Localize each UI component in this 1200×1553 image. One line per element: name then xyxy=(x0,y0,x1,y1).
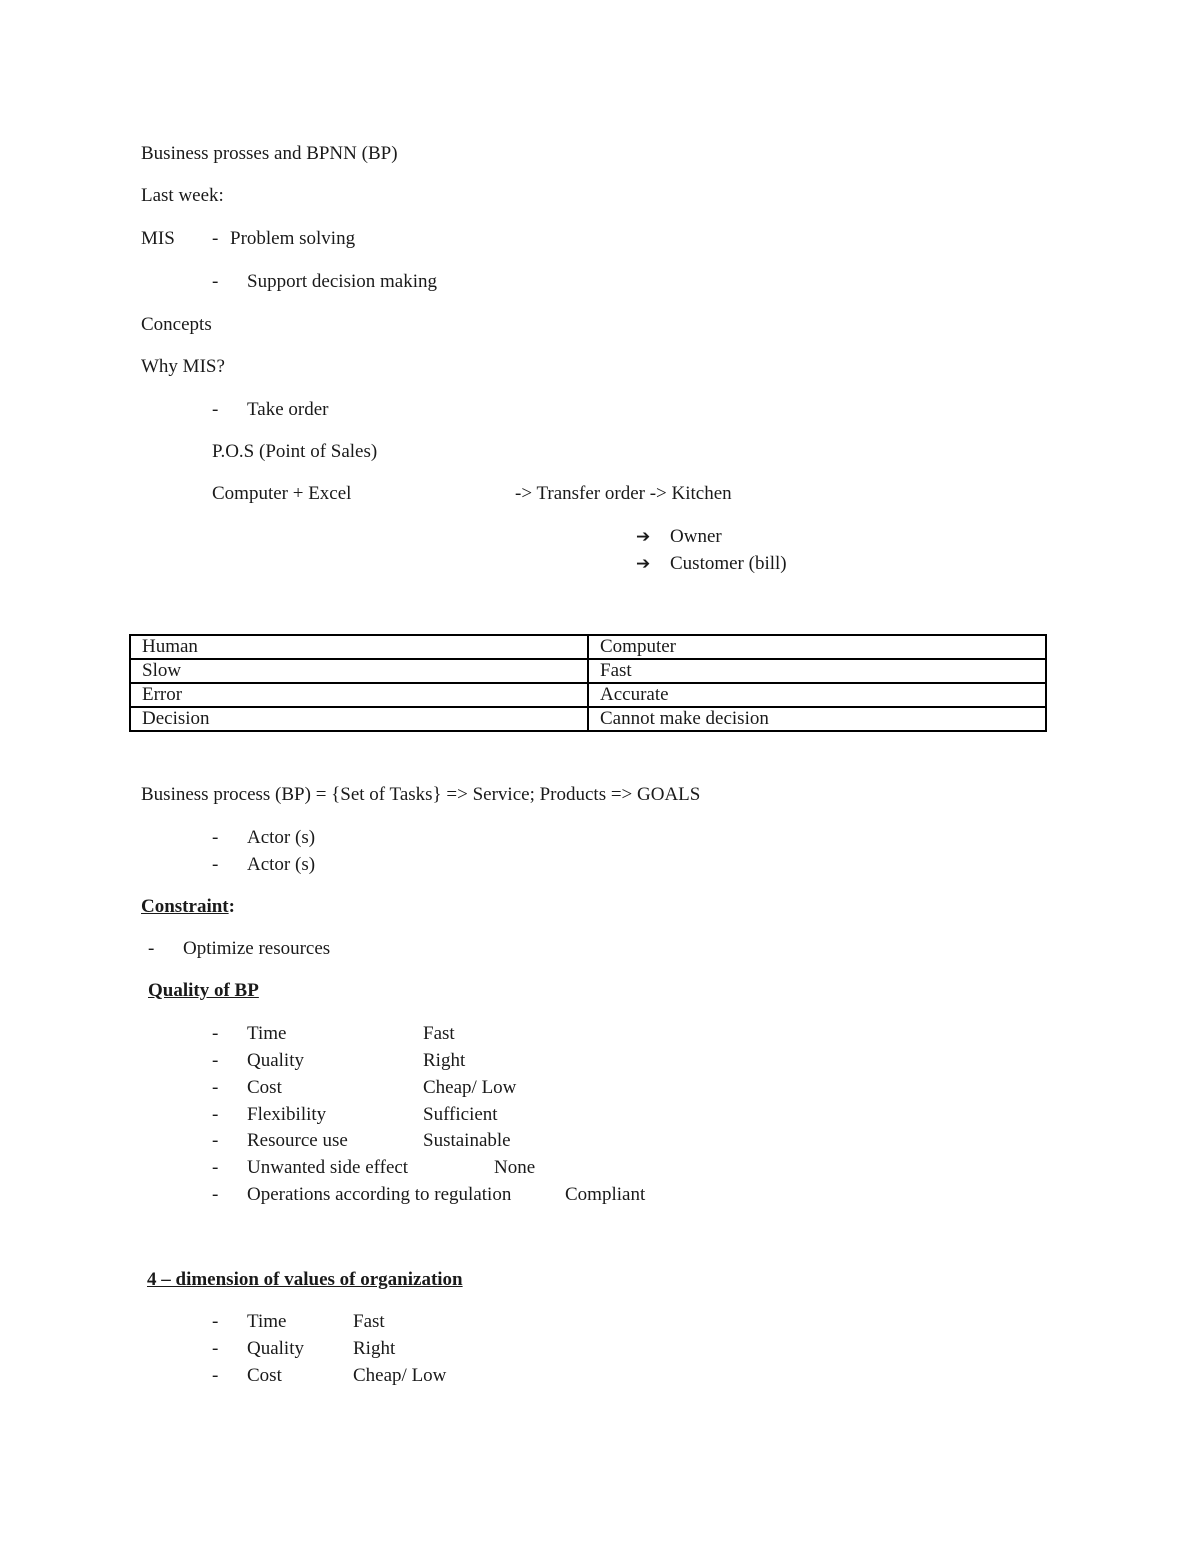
quality-item-value: Cheap/ Low xyxy=(423,1077,517,1098)
quality-item-value: Right xyxy=(423,1050,466,1071)
bullet-dash: - xyxy=(212,1104,219,1125)
dimension-item-value: Right xyxy=(353,1338,396,1359)
transfer-order-line: -> Transfer order -> Kitchen xyxy=(515,483,732,504)
bullet-dash: - xyxy=(212,228,219,249)
mis-item-support-decision: Support decision making xyxy=(247,271,437,292)
bullet-dash: - xyxy=(212,1157,219,1178)
table-row xyxy=(130,659,1046,683)
quality-item-value: None xyxy=(494,1157,536,1178)
dimension-heading: 4 – dimension of values of organization xyxy=(147,1269,463,1290)
constraint-heading-text: Constraint xyxy=(141,896,229,917)
last-week-label: Last week: xyxy=(141,185,224,206)
quality-item-name: Resource use xyxy=(247,1130,348,1151)
take-order-item: Take order xyxy=(247,399,329,420)
bullet-dash: - xyxy=(212,1077,219,1098)
quality-item-name: Quality xyxy=(247,1050,304,1071)
quality-item-name: Operations according to regulation xyxy=(247,1184,512,1205)
dimension-item-name: Time xyxy=(247,1311,287,1332)
why-mis-heading: Why MIS? xyxy=(141,356,225,377)
bullet-dash: - xyxy=(212,1130,219,1151)
computer-excel-line: Computer + Excel xyxy=(212,483,352,504)
table-row xyxy=(130,707,1046,731)
quality-item-name: Cost xyxy=(247,1077,282,1098)
quality-item-value: Fast xyxy=(423,1023,455,1044)
table-row xyxy=(130,683,1046,707)
bullet-dash: - xyxy=(212,1365,219,1386)
quality-item-name: Flexibility xyxy=(247,1104,327,1125)
actor-item: Actor (s) xyxy=(247,854,316,875)
table-cell: Decision xyxy=(130,707,588,731)
bullet-dash: - xyxy=(212,399,219,420)
constraint-heading xyxy=(141,895,235,919)
bullet-dash: - xyxy=(212,1023,219,1044)
arrow-item-owner: Owner xyxy=(670,526,722,547)
quality-item-name: Time xyxy=(247,1023,287,1044)
dimension-item-name: Cost xyxy=(247,1365,282,1386)
constraint-item: Optimize resources xyxy=(183,938,331,959)
table-cell: Fast xyxy=(588,659,1046,683)
bullet-dash: - xyxy=(212,854,219,875)
arrow-item-customer: Customer (bill) xyxy=(670,553,787,574)
dimension-item-value: Fast xyxy=(353,1311,385,1332)
mis-item-problem-solving: Problem solving xyxy=(230,228,356,249)
arrow-right-icon: ➔ xyxy=(636,527,651,547)
mis-label: MIS xyxy=(141,228,175,249)
comparison-table xyxy=(129,634,1047,732)
table-cell: Cannot make decision xyxy=(588,707,1046,731)
bullet-dash: - xyxy=(212,1050,219,1071)
actor-item: Actor (s) xyxy=(247,827,316,848)
bullet-dash: - xyxy=(212,1311,219,1332)
table-cell: Error xyxy=(130,683,588,707)
page-title: Business prosses and BPNN (BP) xyxy=(141,143,398,164)
dimension-item-name: Quality xyxy=(247,1338,304,1359)
table-cell: Slow xyxy=(130,659,588,683)
quality-item-name: Unwanted side effect xyxy=(247,1157,409,1178)
dimension-item-value: Cheap/ Low xyxy=(353,1365,447,1386)
pos-line: P.O.S (Point of Sales) xyxy=(212,441,378,462)
table-cell: Human xyxy=(130,635,588,659)
quality-item-value: Compliant xyxy=(565,1184,646,1205)
bullet-dash: - xyxy=(212,827,219,848)
bullet-dash: - xyxy=(212,1338,219,1359)
bullet-dash: - xyxy=(212,271,219,292)
bullet-dash: - xyxy=(212,1184,219,1205)
concepts-label: Concepts xyxy=(141,314,212,335)
table-cell: Accurate xyxy=(588,683,1046,707)
bp-definition: Business process (BP) = {Set of Tasks} => Service; Products => GOALS xyxy=(141,784,701,805)
bullet-dash: - xyxy=(148,938,155,959)
constraint-colon: : xyxy=(228,896,235,917)
quality-item-value: Sufficient xyxy=(423,1104,498,1125)
arrow-right-icon: ➔ xyxy=(636,554,651,574)
quality-heading: Quality of BP xyxy=(148,980,259,1001)
quality-item-value: Sustainable xyxy=(423,1130,511,1151)
table-row xyxy=(130,635,1046,659)
table-cell: Computer xyxy=(588,635,1046,659)
